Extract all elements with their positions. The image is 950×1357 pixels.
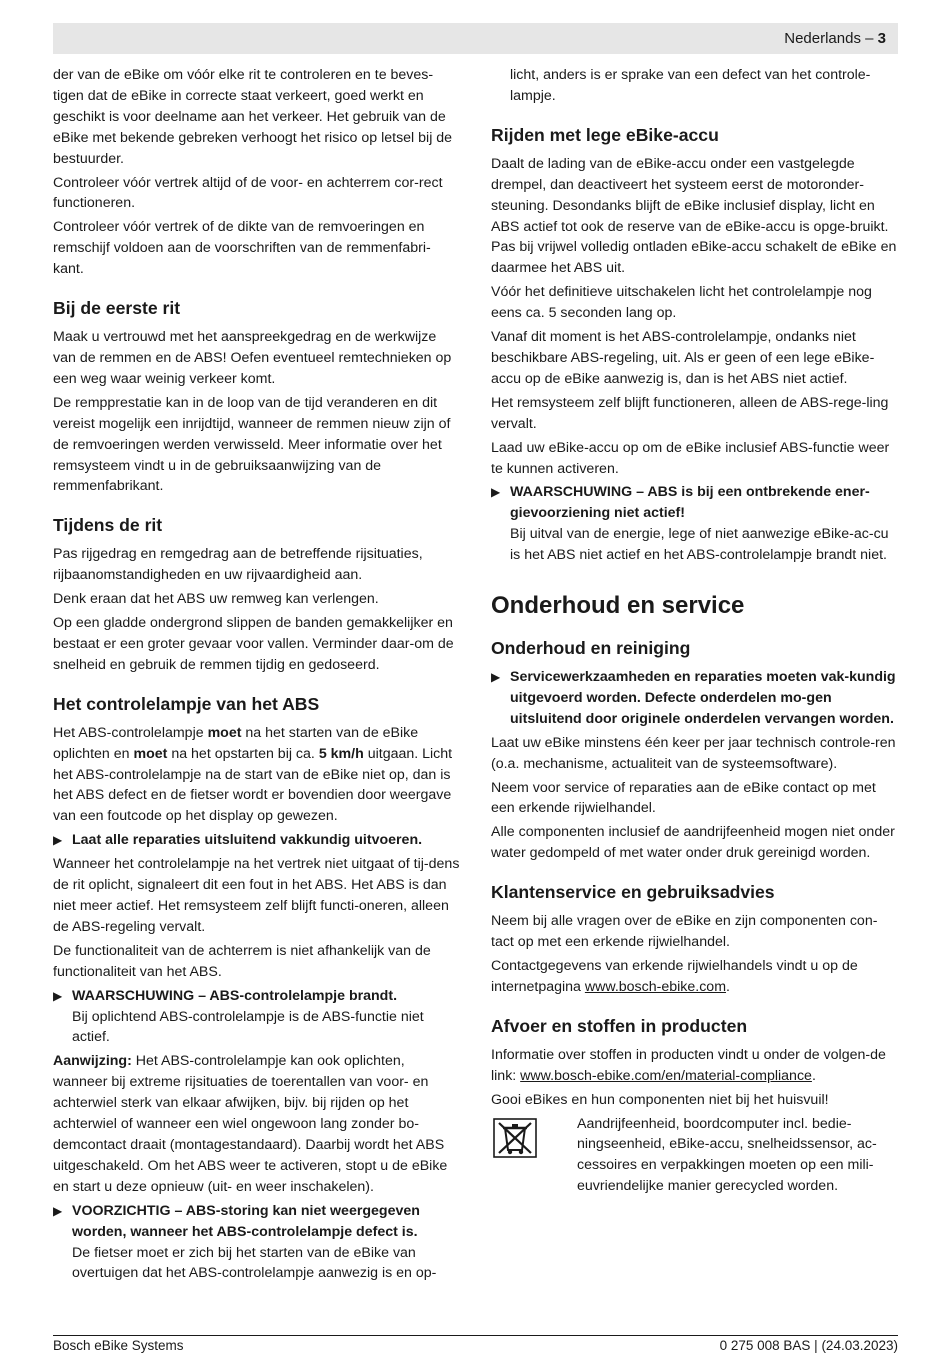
note-paragraph <box>53 1051 461 1197</box>
text-run: na het starten van de eBike oplichten en <box>53 724 419 762</box>
section-heading-disposal: Afvoer en stoffen in producten <box>491 1015 748 1036</box>
paragraph: Op een gladde ondergrond slippen de banden gemakkelijker en bestaat er een groter gevaar voor vallen. Verminder daar-om de snelheid en gebruik de remmen tijdig en gedoseerd. <box>53 615 454 673</box>
paragraph: Gooi eBikes en hun componenten niet bij het huisvuil! <box>491 1091 829 1108</box>
paragraph-abs-lamp <box>53 723 461 828</box>
emphasis: moet <box>207 724 242 741</box>
continued-warning <box>491 65 899 107</box>
paragraph: Maak u vertrouwd met het aanspreekgedrag en de werkwijze van de remmen en de ABS! Oefen eventueel remtechnieken op een weg waar weinig verkeer komt. <box>53 329 452 387</box>
section-heading-customer-service: Klantenservice en gebruiksadvies <box>491 882 775 903</box>
paragraph: Daalt de lading van de eBike-accu onder een vastgelegde drempel, dan deactiveert het systeem eerst de motoronder-steuning. Desondanks blijft de eBike inclusief display, licht en ABS actief tot ook de reserve van de eBike-accu is opge-bruikt. Pas bij vrijwel volledig ontladen eBike-accu schakelt de eBike en daarmee het ABS uit. <box>491 155 897 277</box>
warning-abs-lamp-on <box>53 986 461 1049</box>
warning-service <box>491 667 899 730</box>
footer-company: Bosch eBike Systems <box>53 1338 184 1353</box>
warning-title: VOORZICHTIG – ABS-storing kan niet weergegeven worden, wanneer het ABS-controlelampje defect is. <box>72 1202 420 1240</box>
warning-text: licht, anders is er sprake van een defect van het controle-lampje. <box>510 67 871 104</box>
paragraph: Neem voor service of reparaties aan de eBike contact op met een erkende rijwielhandel. <box>491 779 876 817</box>
text-run: Contactgegevens van erkende rijwielhandels vindt u op de internetpagina <box>491 958 858 995</box>
right-column <box>491 65 899 1200</box>
warning-text: De fietser moet er zich bij het starten van de eBike van overtuigen dat het ABS-controlelampje aanwezig is en op- <box>72 1244 437 1282</box>
paragraph: Alle componenten inclusief de aandrijfeenheid mogen niet onder water gedompeld of met water onder druk gereinigd worden. <box>491 824 895 862</box>
paragraph-contact <box>491 956 899 998</box>
paragraph: Denk eraan dat het ABS uw remweg kan verlengen. <box>53 591 379 608</box>
header-bar <box>53 23 898 54</box>
footer-divider <box>53 1335 898 1336</box>
text-run: na het opstarten bij ca. <box>167 745 319 762</box>
paragraph: der van de eBike om vóór elke rit te controleren en te beves-tigen dat de eBike in correcte staat verkeert, goed werkt en geschikt is voor deelname aan het verkeer. Het gebruik van de eBike met bekende gebreken verhoogt het risico op letsel bij de bestuurder. <box>53 67 453 167</box>
text-run: Het ABS-controlelampje <box>53 724 208 741</box>
paragraph: Neem bij alle vragen over de eBike en zijn componenten con-tact op met een erkende rijwielhandel. <box>491 913 878 951</box>
material-compliance-link[interactable]: www.bosch-ebike.com/en/material-compliance <box>520 1067 812 1084</box>
header-page-label <box>784 30 886 47</box>
section-heading-abs-lamp: Het controlelampje van het ABS <box>53 693 320 714</box>
section-heading-during-ride: Tijdens de rit <box>53 515 163 536</box>
emphasis: 5 km/h <box>318 745 364 762</box>
page-number: 3 <box>877 30 886 47</box>
crossed-out-bin-icon <box>493 1118 537 1158</box>
warning-text: Bij uitval van de energie, lege of niet aanwezige eBike-ac-cu is het ABS niet actief en het ABS-controlelampje brandt niet. <box>510 526 889 564</box>
triangle-right-icon: ▶ <box>491 670 501 685</box>
section-heading-empty-battery: Rijden met lege eBike-accu <box>491 124 719 145</box>
disposal-text: Aandrijfeenheid, boordcomputer incl. bedie-ningseenheid, eBike-accu, snelheidssensor, ac-cessoires en verpakkingen moeten op een mili-euvriendelijke manier gerecycled worden. <box>577 1115 877 1195</box>
paragraph: Laad uw eBike-accu op om de eBike inclusief ABS-functie weer te kunnen activeren. <box>491 439 890 477</box>
paragraph: De rempprestatie kan in de loop van de tijd veranderen en dit vereist mogelijk een inrijdtijd, wanneer de remmen nieuw zijn of de remvoeringen werden verwisseld. Meer informatie over het remsysteem vindt u in de gebruiksaanwijzing van de remmenfabrikant. <box>53 394 451 495</box>
text-run: Informatie over stoffen in producten vindt u onder de volgen-de link: <box>491 1046 886 1084</box>
warning-text: Bij oplichtend ABS-controlelampje is de ABS-functie niet actief. <box>72 1008 424 1046</box>
warning-no-energy <box>491 482 899 566</box>
triangle-right-icon: ▶ <box>53 1203 63 1218</box>
paragraph: Controleer vóór vertrek altijd of de voor- en achterrem cor-rect functioneren. <box>53 174 443 212</box>
paragraph: Controleer vóór vertrek of de dikte van de remvoeringen en remschijf voldoen aan de voorschriften van de remmenfabri-kant. <box>53 219 431 278</box>
chapter-heading-maintenance: Onderhoud en service <box>491 592 745 620</box>
header-dash: – <box>865 30 874 47</box>
text-run: . <box>726 978 730 995</box>
header-language: Nederlands <box>784 30 861 47</box>
triangle-right-icon: ▶ <box>53 833 63 848</box>
paragraph: Laat uw eBike minstens één keer per jaar technisch controle-ren (o.a. mechanisme, actualiteit van de systeemsoftware). <box>491 734 896 772</box>
left-column <box>53 65 461 1287</box>
paragraph: Wanneer het controlelampje na het vertrek niet uitgaat of tij-dens de rit oplicht, signaleert dit een fout in het ABS. Het ABS is dan niet meer actief. Het remsysteem zelf blijft functi-oneren, alleen de ABS-regeling vervalt. <box>53 856 460 935</box>
emphasis: moet <box>133 745 168 762</box>
section-heading-first-ride: Bij de eerste rit <box>53 298 181 319</box>
warning-title: WAARSCHUWING – ABS is bij een ontbrekende ener-gievoorziening niet actief! <box>510 484 870 522</box>
warning-title: Servicewerkzaamheden en reparaties moeten vak-kundig uitgevoerd worden. Defecte onderdelen mo-gen uitsluitend door originele onderdelen vervangen worden. <box>510 669 896 727</box>
paragraph-material <box>491 1045 899 1087</box>
text-run: . <box>811 1067 816 1084</box>
note-text: Het ABS-controlelampje kan ook oplichten, wanneer bij extreme rijsituaties de toerentallen van voor- en achterwiel sterk van elkaar afwijken, bijv. bij rijden op het achterwiel of wanneer een wiel ongewoon lang zonder bo-demcontact draait (montagestandaard). Daarbij wordt het ABS uitgeschakeld. Om het ABS weer te activeren, stopt u de eBike en start u deze opnieuw (uit- en weer inschakelen). <box>53 1053 448 1195</box>
note-label: Aanwijzing: <box>53 1053 132 1070</box>
warning-repairs <box>53 830 461 851</box>
website-link[interactable]: www.bosch-ebike.com <box>584 978 727 995</box>
paragraph: Vóór het definitieve uitschakelen licht het controlelampje nog eens ca. 5 seconden lang op. <box>491 284 872 322</box>
triangle-right-icon: ▶ <box>491 485 501 500</box>
warning-title: WAARSCHUWING – ABS-controlelampje brandt. <box>72 987 398 1004</box>
paragraph: Vanaf dit moment is het ABS-controlelampje, ondanks niet beschikbare ABS-regeling, uit. Als er geen of een lege eBike-accu op de eBike aanwezig is, dan is het ABS niet actief. <box>491 329 875 387</box>
paragraph: Het remsysteem zelf blijft functioneren, alleen de ABS-rege-ling vervalt. <box>491 394 889 432</box>
text-run: uitgaan. Licht het ABS-controlelampje na de start van de eBike niet op, dan is het ABS defect en de fietser wordt er bovendien door weergave van een foutcode op het display op gewezen. <box>53 745 453 825</box>
section-heading-cleaning: Onderhoud en reiniging <box>491 638 691 659</box>
footer-doc-number: 0 275 008 BAS | (24.03.2023) <box>719 1338 898 1353</box>
triangle-right-icon: ▶ <box>53 988 63 1003</box>
paragraph: De functionaliteit van de achterrem is niet afhankelijk van de functionaliteit van het ABS. <box>53 942 431 980</box>
disposal-block <box>491 1114 899 1198</box>
warning-title: Laat alle reparaties uitsluitend vakkundig uitvoeren. <box>72 832 423 849</box>
paragraph: Pas rijgedrag en remgedrag aan de betreffende rijsituaties, rijbaanomstandigheden en uw rijvaardigheid aan. <box>53 546 423 584</box>
caution-abs-failure <box>53 1201 461 1285</box>
